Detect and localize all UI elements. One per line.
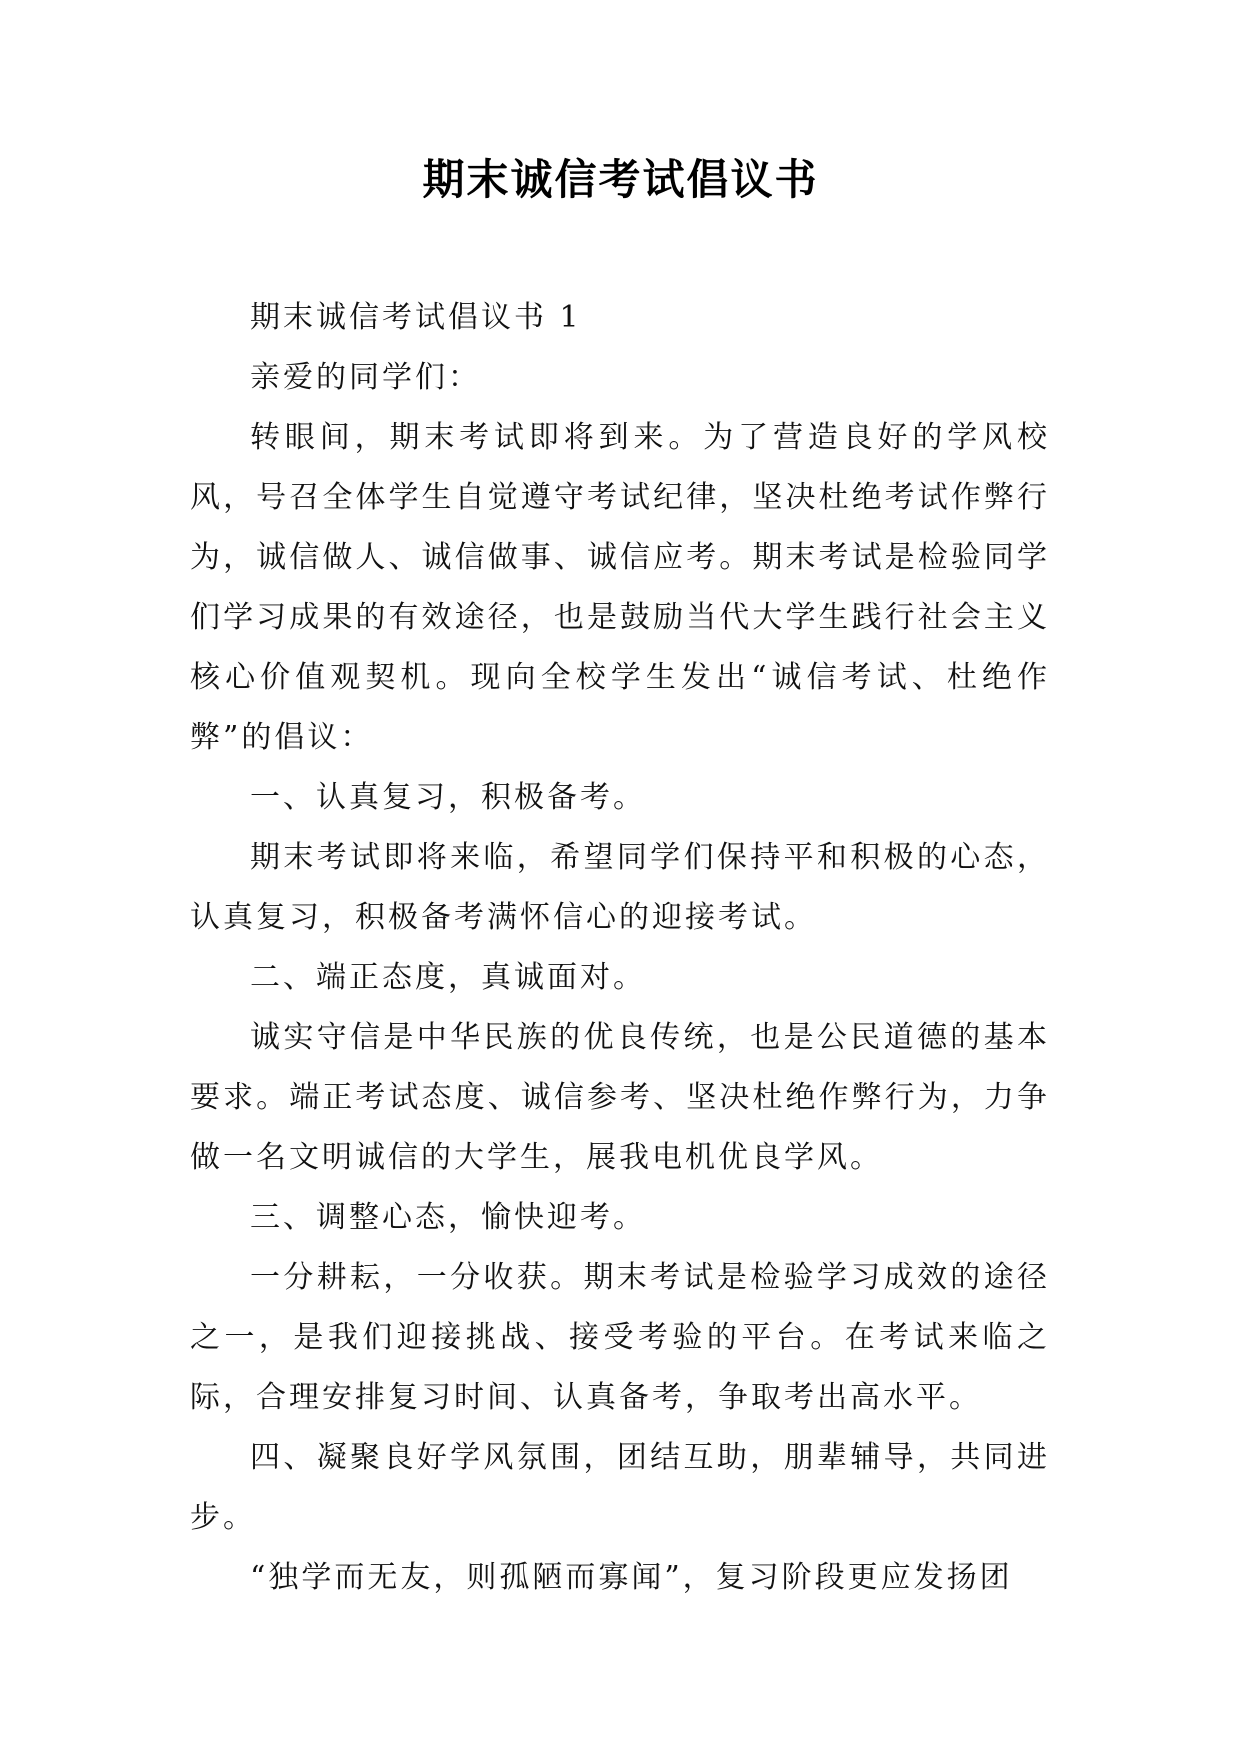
paragraph-point-4-body: “独学而无友，则孤陋而寡闻”，复习阶段更应发扬团 xyxy=(250,1560,1013,1595)
paragraph-point-4-title: 四、凝聚良好学风氛围，团结互助，朋辈辅导，共同进步。 xyxy=(190,1440,1050,1535)
paragraph-point-3-body: 一分耕耘，一分收获。期末考试是检验学习成效的途径之一，是我们迎接挑战、接受考验的平台。在考试来临之际，合理安排复习时间、认真备考，争取考出高水平。 xyxy=(190,1260,1050,1415)
paragraph-intro: 转眼间，期末考试即将到来。为了营造良好的学风校风，号召全体学生自觉遵守考试纪律，坚决杜绝考试作弊行为，诚信做人、诚信做事、诚信应考。期末考试是检验同学们学习成果的有效途径，也是鼓励当代大学生践行社会主义核心价值观契机。现向全校学生发出“诚信考试、杜绝作弊”的倡议： xyxy=(190,420,1050,755)
paragraph-point-1-body: 期末考试即将来临，希望同学们保持平和积极的心态，认真复习，积极备考满怀信心的迎接考试。 xyxy=(190,840,1050,935)
paragraph-point-1-title: 一、认真复习，积极备考。 xyxy=(250,780,646,815)
document-title: 期末诚信考试倡议书 xyxy=(422,155,819,204)
paragraph-heading-1: 期末诚信考试倡议书 1 xyxy=(250,300,582,335)
paragraph-point-2-title: 二、端正态度，真诚面对。 xyxy=(250,960,646,995)
paragraph-salutation: 亲爱的同学们： xyxy=(250,360,481,395)
document-body xyxy=(190,288,1050,1608)
paragraph-point-2-body: 诚实守信是中华民族的优良传统，也是公民道德的基本要求。端正考试态度、诚信参考、坚决杜绝作弊行为，力争做一名文明诚信的大学生，展我电机优良学风。 xyxy=(190,1020,1050,1175)
paragraph-point-3-title: 三、调整心态，愉快迎考。 xyxy=(250,1200,646,1235)
